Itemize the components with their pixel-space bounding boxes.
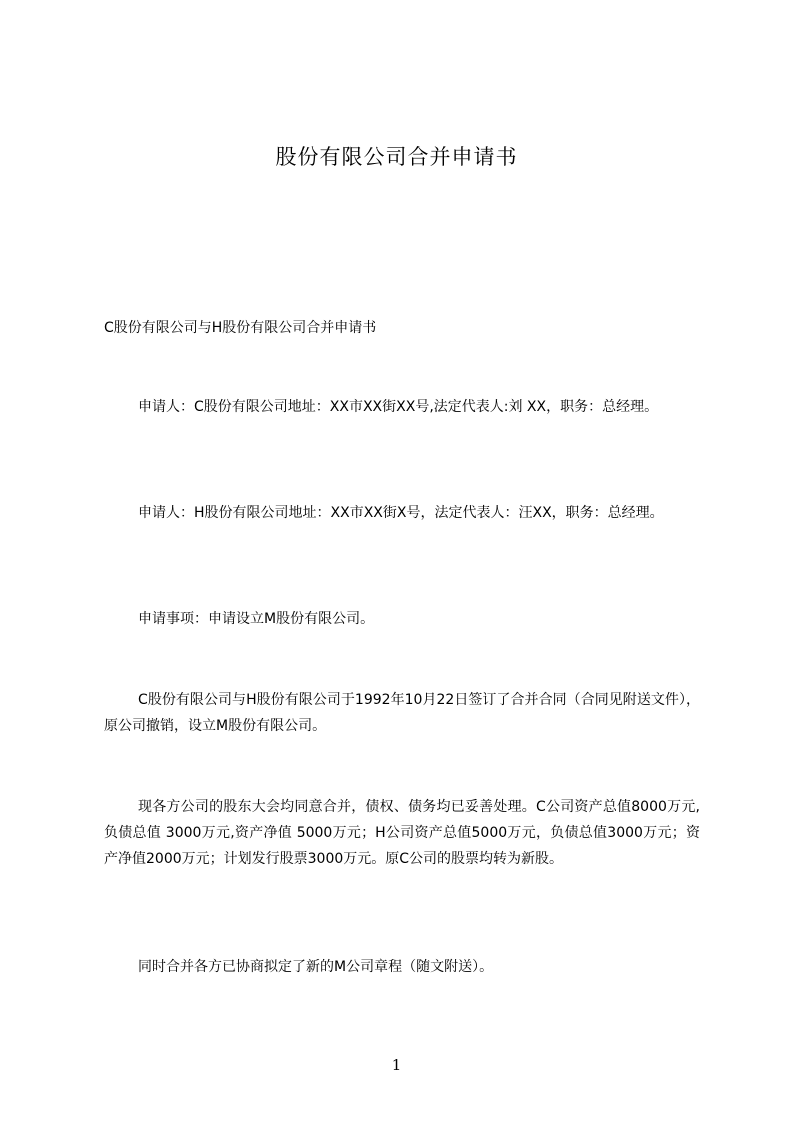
page-number: 1 — [391, 1056, 402, 1074]
application-matter-paragraph: 申请事项：申请设立M股份有限公司。 — [138, 611, 375, 627]
document-subtitle: C股份有限公司与H股份有限公司合并申请书 — [104, 320, 377, 336]
financial-status-paragraph: 现各方公司的股东大会均同意合并，债权、债务均已妥善处理。C公司资产总值8000万元,负债总值 3000万元,资产净值 5000万元；H公司资产总值5000万元，负债总值3000万元；资产净值2000万元；计划发行股票3000万元。原C公司的股票均转为新股。 — [104, 799, 700, 867]
merger-contract-paragraph: C股份有限公司与H股份有限公司于1992年10月22日签订了合并合同（合同见附送文件），原公司撤销，设立M股份有限公司。 — [104, 692, 700, 734]
articles-paragraph: 同时合并各方已协商拟定了新的M公司章程（随文附送）。 — [138, 959, 494, 975]
applicant-h-paragraph: 申请人：H股份有限公司地址：XX市XX街X号，法定代表人：汪XX，职务：总经理。 — [138, 505, 664, 521]
document-title: 股份有限公司合并申请书 — [275, 145, 518, 169]
applicant-c-paragraph: 申请人：C股份有限公司地址：XX市XX街XX号,法定代表人:刘 XX，职务：总经理。 — [138, 399, 659, 415]
